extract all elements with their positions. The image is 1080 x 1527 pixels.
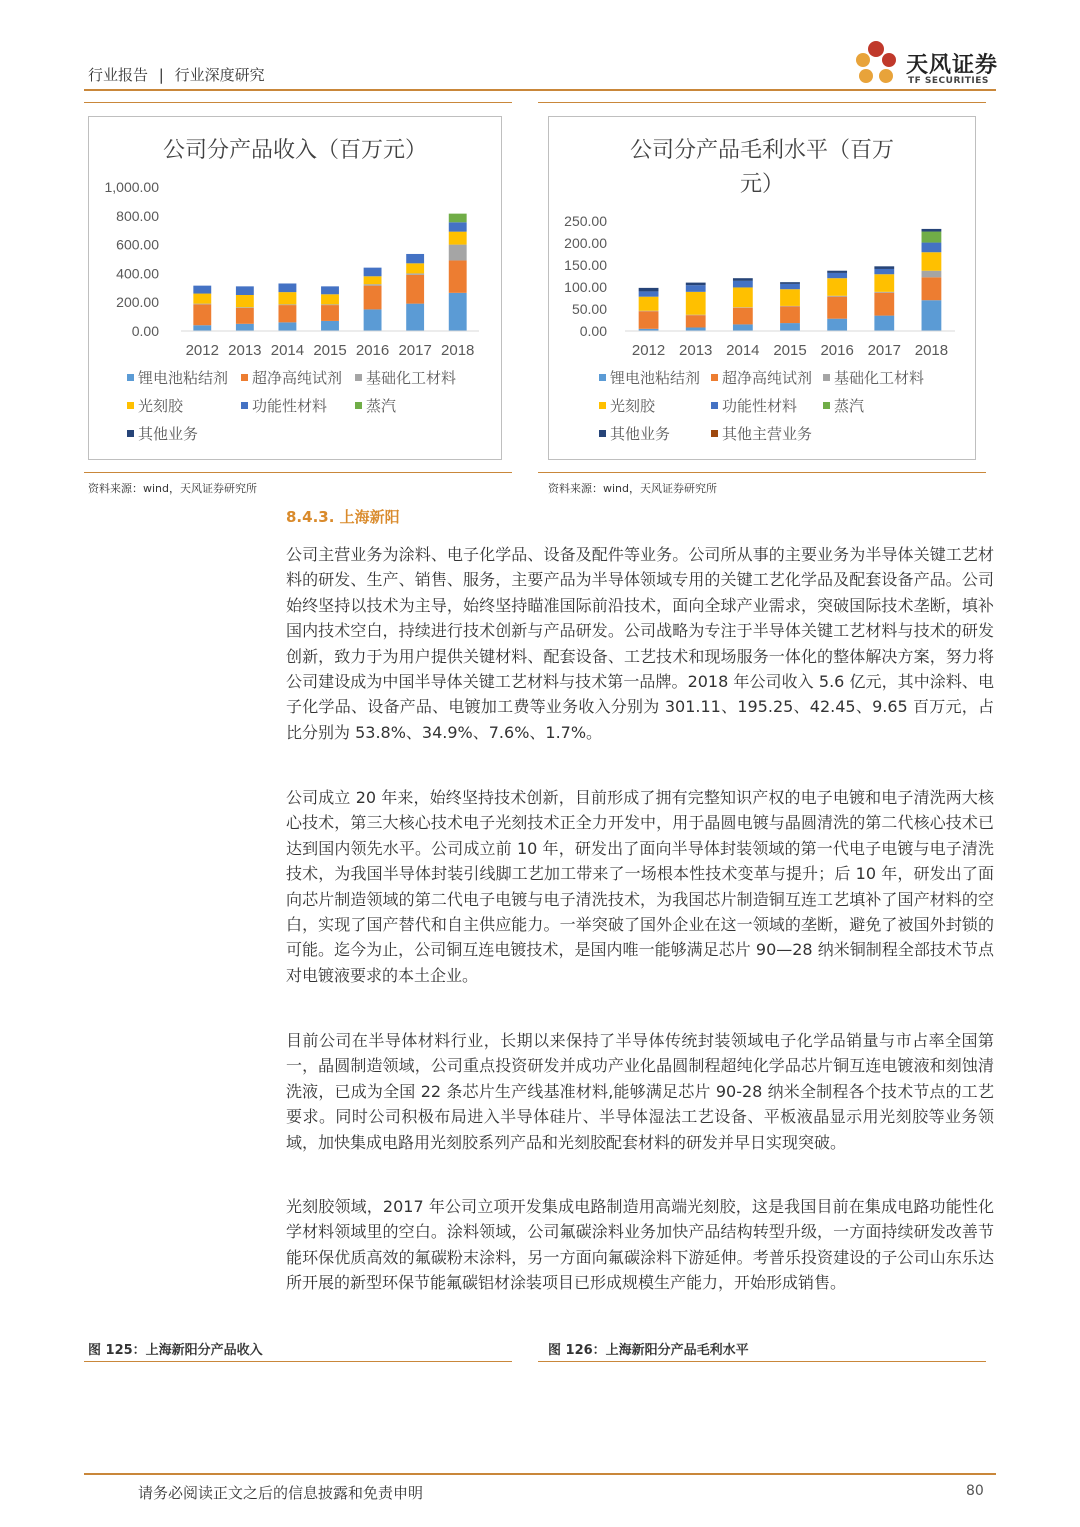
bar-segment: [639, 297, 659, 311]
x-tick-label: 2016: [355, 342, 390, 359]
paragraph-3: 目前公司在半导体材料行业，长期以来保持了半导体传统封装领域电子化学品销量与市占率全国第一，晶圆制造领域，公司重点投资研发并成功产业化晶圆制程超纯化学品芯片铜互连电镀液和刻蚀清洗液，已成为全国 22 条芯片生产线基准材料,能够满足芯片 90-28 纳米全制程各个技术节点的工艺要求。同时公司积极布局进入半导体硅片、半导体湿法工艺设备、平板液晶显示用光刻胶等业务领域，加快集成电路用光刻胶系列产品和光刻胶配套材料的研发并早日实现突破。: [286, 1031, 994, 1152]
y-tick-label: 0.00: [579, 323, 607, 339]
bar-segment: [874, 266, 894, 269]
bar-segment: [686, 285, 706, 292]
y-tick-label: 200.00: [116, 294, 159, 311]
legend-swatch: [241, 374, 248, 381]
bar-segment: [193, 304, 211, 305]
legend-swatch: [599, 374, 606, 381]
flower-logo-icon: [848, 36, 904, 90]
paragraph-4: 光刻胶领域，2017 年公司立项开发集成电路制造用高端光刻胶，这是我国目前在集成电路功能性化学材料领域里的空白。涂料领域，公司氟碳涂料业务加快产品结构转型升级，一方面持续研发改善节能环保优质高效的氟碳粉末涂料，另一方面向氟碳涂料下游延伸。考普乐投资建设的子公司山东乐达所开展的新型环保节能氟碳铝材涂装项目已形成规模生产能力，开始形成销售。: [286, 1197, 994, 1293]
figure-line-left: [84, 1361, 512, 1362]
legend-swatch: [823, 402, 830, 409]
bar-segment: [874, 293, 894, 316]
bar-segment: [922, 271, 942, 278]
bar-segment: [733, 278, 753, 281]
bar-segment: [278, 304, 296, 305]
bar-segment: [278, 283, 296, 292]
legend-label: 超净高纯试剂: [722, 369, 813, 387]
bar-segment: [780, 289, 800, 306]
bar-segment: [449, 222, 467, 231]
legend-swatch: [241, 402, 248, 409]
bar-segment: [321, 294, 339, 304]
legend-swatch: [711, 402, 718, 409]
bar-segment: [686, 292, 706, 315]
legend-swatch: [127, 430, 134, 437]
legend-label: 功能性材料: [722, 397, 798, 415]
x-tick-label: 2014: [726, 342, 760, 359]
logo-english: TF SECURITIES: [908, 76, 989, 86]
bar-segment: [686, 327, 706, 331]
chart-top-line-right: [538, 102, 986, 103]
y-tick-label: 50.00: [571, 301, 607, 317]
source-note-right: 资料来源：wind，天风证券研究所: [548, 482, 718, 495]
bar-segment: [193, 286, 211, 294]
legend-label: 其他业务: [610, 425, 671, 443]
bar-segment: [236, 295, 254, 307]
legend-label: 锂电池粘结剂: [610, 369, 701, 387]
y-tick-label: 250.00: [564, 213, 607, 229]
bar-segment: [922, 229, 942, 232]
bar-segment: [874, 274, 894, 292]
bar-segment: [193, 325, 211, 331]
figure-line-right: [538, 1361, 986, 1362]
bar-segment: [922, 252, 942, 270]
bar-segment: [922, 232, 942, 243]
bar-segment: [780, 306, 800, 323]
legend-swatch: [599, 402, 606, 409]
bar-segment: [827, 297, 847, 319]
source-note-left: 资料来源：wind，天风证券研究所: [88, 482, 258, 495]
report-subtitle: 行业深度研究: [174, 66, 265, 84]
bar-segment: [827, 278, 847, 296]
chart-title: 公司分产品收入（百万元）: [162, 138, 428, 163]
bar-segment: [733, 324, 753, 331]
bar-segment: [874, 316, 894, 331]
bar-segment: [236, 307, 254, 308]
y-tick-label: 100.00: [564, 279, 607, 295]
bar-segment: [449, 214, 467, 223]
report-type: 行业报告: [88, 66, 149, 84]
legend-swatch: [823, 374, 830, 381]
x-tick-label: 2015: [773, 342, 807, 359]
bar-segment: [922, 300, 942, 331]
header-separator: |: [158, 66, 164, 84]
bar-segment: [321, 321, 339, 331]
chart-revenue-svg: [89, 117, 501, 459]
bar-segment: [449, 260, 467, 292]
y-tick-label: 150.00: [564, 257, 607, 273]
paragraph-2: 公司成立 20 年来，始终坚持技术创新，目前形成了拥有完整知识产权的电子电镀和电子清洗两大核心技术，第三大核心技术电子光刻技术正全力开发中，用于晶圆电镀与晶圆清洗的第二代核心技术已达到国内领先水平。公司成立前 10 年，研发出了面向半导体封装领域的第一代电子电镀与电子清洗技术，为我国半导体封装引线脚工艺加工带来了一场根本性技术变革与提升；后 10 年，研发出了面向芯片制造领域的第二代电子电镀与电子清洗技术，为我国芯片制造铜互连工艺填补了国产材料的空白，实现了国产替代和自主供应能力。一举突破了国外企业在这一领域的垄断，避免了被国外封锁的可能。迄今为止，公司铜互连电镀技术，是国内唯一能够满足芯片 90—28 纳米铜制程全部技术节点对电镀液要求的本土企业。: [286, 788, 994, 985]
bar-segment: [827, 271, 847, 273]
legend-label: 光刻胶: [138, 397, 184, 415]
legend-label: 光刻胶: [610, 397, 656, 415]
footer-divider: [84, 1473, 996, 1475]
x-tick-label: 2018: [441, 342, 475, 359]
page-number: 80: [966, 1483, 984, 1499]
legend-label: 其他业务: [138, 425, 199, 443]
bar-segment: [321, 286, 339, 294]
bar-segment: [236, 308, 254, 324]
x-tick-label: 2013: [228, 342, 262, 359]
bar-segment: [827, 319, 847, 331]
bar-segment: [364, 268, 382, 277]
bar-segment: [406, 273, 424, 274]
bar-segment: [278, 292, 296, 304]
legend-label: 基础化工材料: [366, 369, 457, 387]
x-tick-label: 2012: [185, 342, 219, 359]
figure-caption-left: 图 125：上海新阳分产品收入: [88, 1343, 263, 1358]
bar-segment: [278, 322, 296, 331]
x-tick-label: 2014: [270, 342, 305, 359]
chart-revenue: [88, 116, 502, 460]
bar-segment: [733, 287, 753, 307]
bar-segment: [922, 243, 942, 253]
x-tick-label: 2016: [820, 342, 854, 359]
bar-segment: [278, 305, 296, 322]
chart-title-line-2: 元）: [739, 172, 785, 197]
bar-segment: [406, 263, 424, 273]
source-line-right: [538, 472, 986, 473]
bar-segment: [639, 311, 659, 329]
legend-label: 基础化工材料: [834, 369, 925, 387]
bar-segment: [639, 291, 659, 296]
bar-segment: [874, 269, 894, 274]
section-title: 8.4.3. 上海新阳: [286, 508, 400, 526]
y-tick-label: 1,000.00: [104, 179, 159, 195]
x-tick-label: 2017: [398, 342, 432, 359]
bar-segment: [827, 273, 847, 278]
legend-swatch: [599, 430, 606, 437]
company-logo: [848, 36, 998, 90]
bar-segment: [733, 308, 753, 325]
bar-segment: [236, 286, 254, 295]
legend-swatch: [355, 374, 362, 381]
bar-segment: [364, 276, 382, 284]
bar-segment: [406, 304, 424, 331]
bar-segment: [193, 304, 211, 325]
bar-segment: [236, 324, 254, 331]
bar-segment: [686, 283, 706, 286]
bar-segment: [449, 232, 467, 245]
report-header: [88, 64, 265, 85]
legend-swatch: [711, 430, 718, 437]
bar-segment: [733, 281, 753, 288]
x-tick-label: 2018: [914, 342, 949, 359]
legend-label: 蒸汽: [366, 397, 397, 415]
chart-top-line-left: [84, 102, 512, 103]
legend-label: 功能性材料: [252, 397, 328, 415]
bar-segment: [406, 254, 424, 263]
y-tick-label: 600.00: [116, 236, 159, 253]
legend-swatch: [355, 402, 362, 409]
paragraph-1: 公司主营业务为涂料、电子化学品、设备及配件等业务。公司所从事的主要业务为半导体关键工艺材料的研发、生产、销售、服务，主要产品为半导体领域专用的关键工艺化学品及配套设备产品。公司始终坚持以技术为主导，始终坚持瞄准国际前沿技术，面向全球产业需求，突破国际技术垄断，填补国内技术空白，持续进行技术创新与产品研发。公司战略为专注于半导体关键工艺材料与技术的研发创新，致力于为用户提供关键材料、配套设备、工艺技术和现场服务一体化的整体解决方案，努力将公司建设成为中国半导体关键工艺材料与技术第一品牌。2018 年公司收入 5.6 亿元，其中涂料、电子化学品、设备产品、电镀加工费等业务收入分别为 301.11、195.25、42.45、9.65 百万元，占比分别为 53.8%、34.9%、7.6%、1.7%。: [286, 545, 994, 742]
bar-segment: [364, 286, 382, 310]
bar-segment: [780, 323, 800, 331]
bar-segment: [874, 292, 894, 293]
bar-segment: [364, 309, 382, 331]
y-tick-label: 0.00: [131, 323, 159, 339]
y-tick-label: 800.00: [116, 207, 159, 224]
bar-segment: [686, 315, 706, 327]
bar-segment: [321, 305, 339, 321]
bar-segment: [639, 288, 659, 292]
legend-swatch: [127, 374, 134, 381]
logo-name: 天风证券: [906, 53, 999, 78]
x-tick-label: 2015: [313, 342, 347, 359]
footer-disclaimer: 请务必阅读正文之后的信息披露和免责申明: [138, 1484, 424, 1502]
chart-gross-profit: [548, 116, 976, 460]
chart-gross-profit-svg: [549, 117, 975, 459]
legend-swatch: [127, 402, 134, 409]
header-divider: [84, 89, 996, 91]
legend-label: 超净高纯试剂: [252, 369, 343, 387]
y-tick-label: 200.00: [564, 235, 607, 251]
bar-segment: [449, 245, 467, 261]
legend-label: 其他主营业务: [722, 425, 813, 443]
legend-label: 蒸汽: [834, 397, 865, 415]
figure-caption-right: 图 126：上海新阳分产品毛利水平: [548, 1343, 749, 1358]
bar-segment: [449, 293, 467, 331]
bar-segment: [780, 284, 800, 289]
legend-label: 锂电池粘结剂: [138, 369, 229, 387]
bar-segment: [406, 275, 424, 304]
bar-segment: [780, 282, 800, 284]
x-tick-label: 2012: [631, 342, 666, 359]
x-tick-label: 2017: [867, 342, 901, 359]
x-tick-label: 2013: [679, 342, 713, 359]
bar-segment: [364, 284, 382, 285]
legend-swatch: [711, 374, 718, 381]
y-tick-label: 400.00: [116, 265, 159, 282]
chart-title: 公司分产品毛利水平（百万: [629, 138, 895, 163]
bar-segment: [827, 296, 847, 297]
source-line-left: [84, 472, 512, 473]
bar-segment: [922, 277, 942, 300]
bar-segment: [321, 304, 339, 305]
bar-segment: [193, 294, 211, 304]
